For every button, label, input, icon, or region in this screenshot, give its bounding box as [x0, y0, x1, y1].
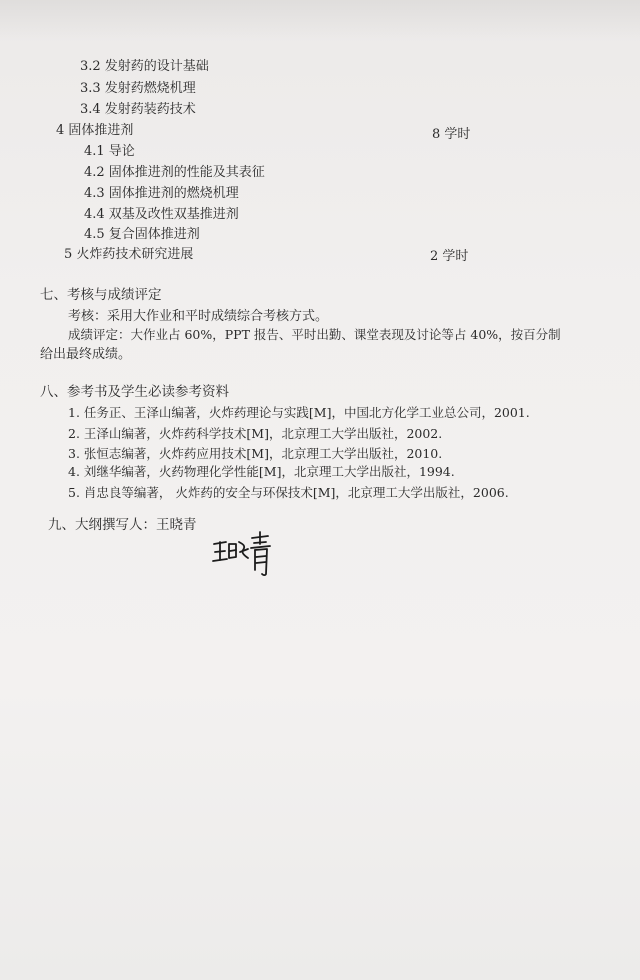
section-7-grading-line1: 成绩评定：大作业占 60%，PPT 报告、平时出勤、课堂表现及讨论等占 40%，按百分制 [68, 327, 561, 342]
reference-item-3: 3. 张恒志编著，火炸药应用技术[M]，北京理工大学出版社，2010. [68, 446, 443, 461]
section-7-method: 考核：采用大作业和平时成绩综合考核方式。 [68, 309, 329, 324]
outline-item-5-hours: 2 学时 [430, 249, 469, 264]
reference-item-5: 5. 肖忠良等编著， 火炸药的安全与环保技术[M]，北京理工大学出版社，2006. [68, 485, 509, 500]
reference-item-4: 4. 刘继华编著，火药物理化学性能[M]，北京理工大学出版社，1994. [68, 464, 455, 479]
outline-item-4-5: 4.5 复合固体推进剂 [84, 227, 200, 242]
page-shadow [0, 0, 640, 40]
section-7-grading-line2: 给出最终成绩。 [40, 347, 132, 362]
outline-item-3-3: 3.3 发射药燃烧机理 [80, 81, 196, 96]
outline-item-4: 4 固体推进剂 [56, 123, 134, 138]
section-8-heading: 八、参考书及学生必读参考资料 [40, 384, 229, 400]
section-7-heading: 七、考核与成绩评定 [40, 287, 162, 303]
outline-item-4-2: 4.2 固体推进剂的性能及其表征 [84, 165, 265, 180]
reference-item-1: 1. 任务正、王泽山编著，火炸药理论与实践[M]，中国北方化学工业总公司，2001. [68, 405, 530, 420]
outline-item-3-4: 3.4 发射药装药技术 [80, 102, 196, 117]
outline-item-5: 5 火炸药技术研究进展 [64, 247, 194, 262]
section-9-heading: 九、大纲撰写人：王晓青 [48, 517, 197, 533]
outline-item-4-1: 4.1 导论 [84, 144, 135, 159]
handwritten-signature [210, 530, 280, 578]
outline-item-4-4: 4.4 双基及改性双基推进剂 [84, 207, 239, 222]
outline-item-4-hours: 8 学时 [432, 127, 471, 142]
reference-item-2: 2. 王泽山编著，火炸药科学技术[M]，北京理工大学出版社，2002. [68, 426, 443, 441]
outline-item-4-3: 4.3 固体推进剂的燃烧机理 [84, 186, 239, 201]
outline-item-3-2: 3.2 发射药的设计基础 [80, 59, 209, 74]
